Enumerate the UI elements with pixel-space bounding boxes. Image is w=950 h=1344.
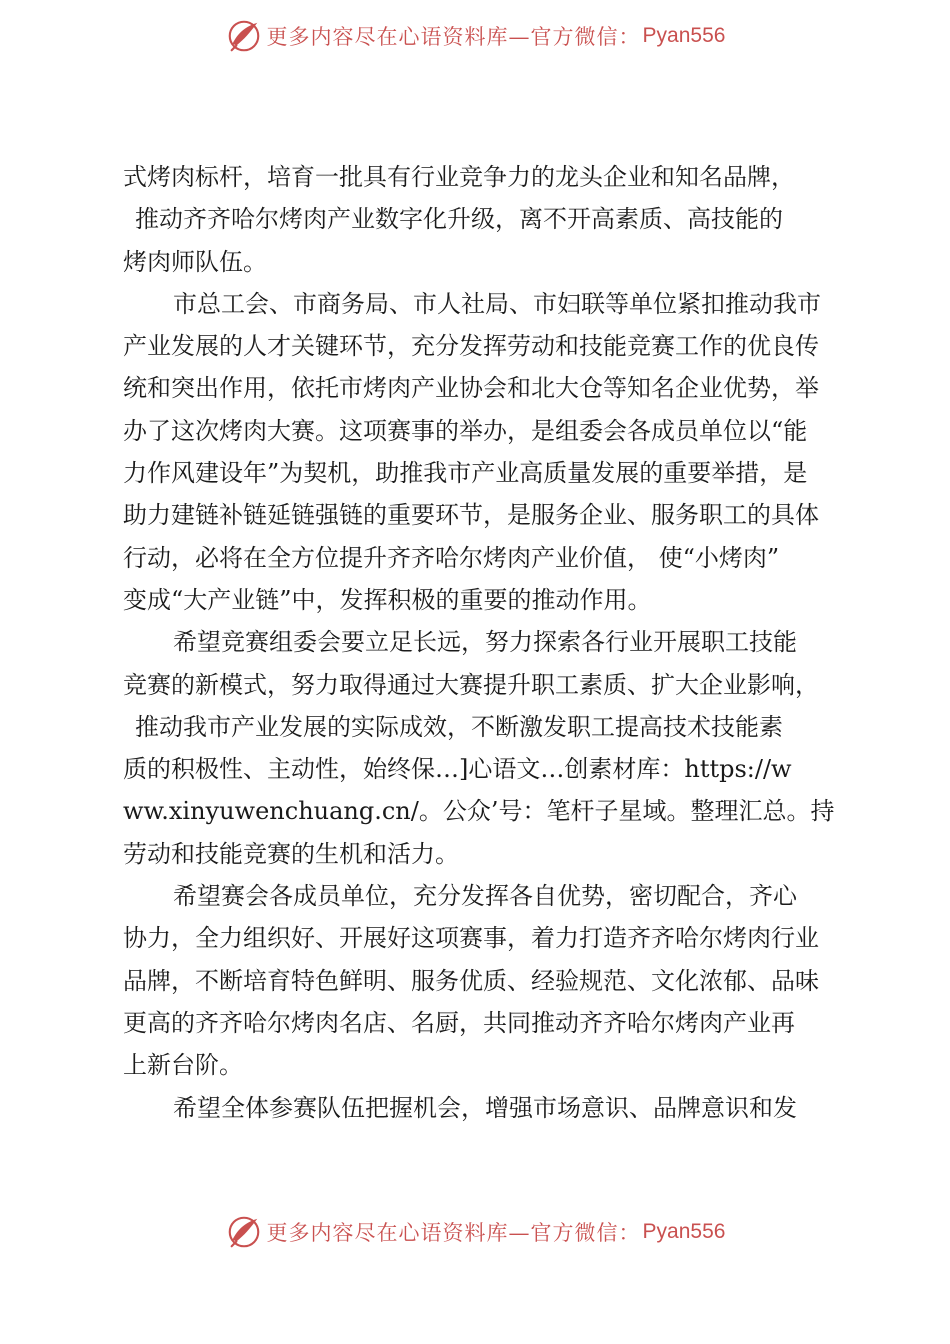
text-line: 力作风建设年”为契机，助推我市产业高质量发展的重要举措，是 bbox=[123, 459, 808, 488]
text-line: 推动我市产业发展的实际成效，不断激发职工提高技术技能素 bbox=[135, 712, 783, 741]
text-line: 行动，必将在全方位提升齐齐哈尔烤肉产业价值， 使“小烤肉” bbox=[123, 543, 780, 572]
document-body bbox=[123, 156, 843, 1129]
text-line: 式烤肉标杆，培育一批具有行业竞争力的龙头企业和知名品牌， bbox=[123, 163, 795, 191]
header-banner bbox=[0, 14, 950, 58]
text-line: 品牌，不断培育特色鲜明、服务优质、经验规范、文化浓郁、品味 bbox=[123, 966, 819, 995]
text-line: 竞赛的新模式，努力取得通过大赛提升职工素质、扩大企业影响， bbox=[123, 670, 819, 699]
text-line: 助力建链补链延链强链的重要环节，是服务企业、服务职工的具体 bbox=[123, 501, 819, 530]
pen-logo-icon bbox=[225, 17, 263, 55]
text-line: 上新台阶。 bbox=[123, 1051, 243, 1080]
text-line: 劳动和技能竞赛的生机和活力。 bbox=[123, 839, 459, 868]
pen-logo-icon bbox=[225, 1213, 263, 1251]
text-line: 变成“大产业链”中，发挥积极的重要的推动作用。 bbox=[123, 585, 652, 614]
text-line: 烤肉师队伍。 bbox=[123, 247, 267, 276]
text-line: 质的积极性、主动性，始终保…]心语文…创素材库：https://w bbox=[123, 755, 792, 784]
banner-text: 更多内容尽在心语资料库—官方微信： bbox=[266, 1221, 641, 1245]
text-line: ww.xinyuwenchuang.cn/。公众’号：笔杆子星域。整理汇总。持 bbox=[123, 797, 835, 826]
text-line: 推动齐齐哈尔烤肉产业数字化升级，离不开高素质、高技能的 bbox=[135, 205, 783, 234]
text-line: 产业发展的人才关键环节，充分发挥劳动和技能竞赛工作的优良传 bbox=[123, 332, 819, 361]
banner-handle: Pyan556 bbox=[642, 1220, 726, 1243]
paragraph-start-line: 希望竞赛组委会要立足长远，努力探索各行业开展职工技能 bbox=[173, 628, 797, 657]
banner-handle: Pyan556 bbox=[642, 24, 726, 47]
footer-banner bbox=[0, 1210, 950, 1254]
text-line: 更高的齐齐哈尔烤肉名店、名厨，共同推动齐齐哈尔烤肉产业再 bbox=[123, 1008, 795, 1037]
banner-text: 更多内容尽在心语资料库—官方微信： bbox=[266, 25, 641, 49]
text-line: 统和突出作用，依托市烤肉产业协会和北大仓等知名企业优势，举 bbox=[123, 374, 819, 403]
paragraph-start-line: 希望全体参赛队伍把握机会，增强市场意识、品牌意识和发 bbox=[173, 1093, 797, 1122]
paragraph-start-line: 希望赛会各成员单位，充分发挥各自优势，密切配合，齐心 bbox=[173, 882, 797, 911]
paragraph-start-line: 市总工会、市商务局、市人社局、市妇联等单位紧扣推动我市 bbox=[173, 289, 821, 318]
text-line: 办了这次烤肉大赛。这项赛事的举办，是组委会各成员单位以“能 bbox=[123, 416, 808, 445]
text-line: 协力，全力组织好、开展好这项赛事，着力打造齐齐哈尔烤肉行业 bbox=[123, 924, 819, 953]
